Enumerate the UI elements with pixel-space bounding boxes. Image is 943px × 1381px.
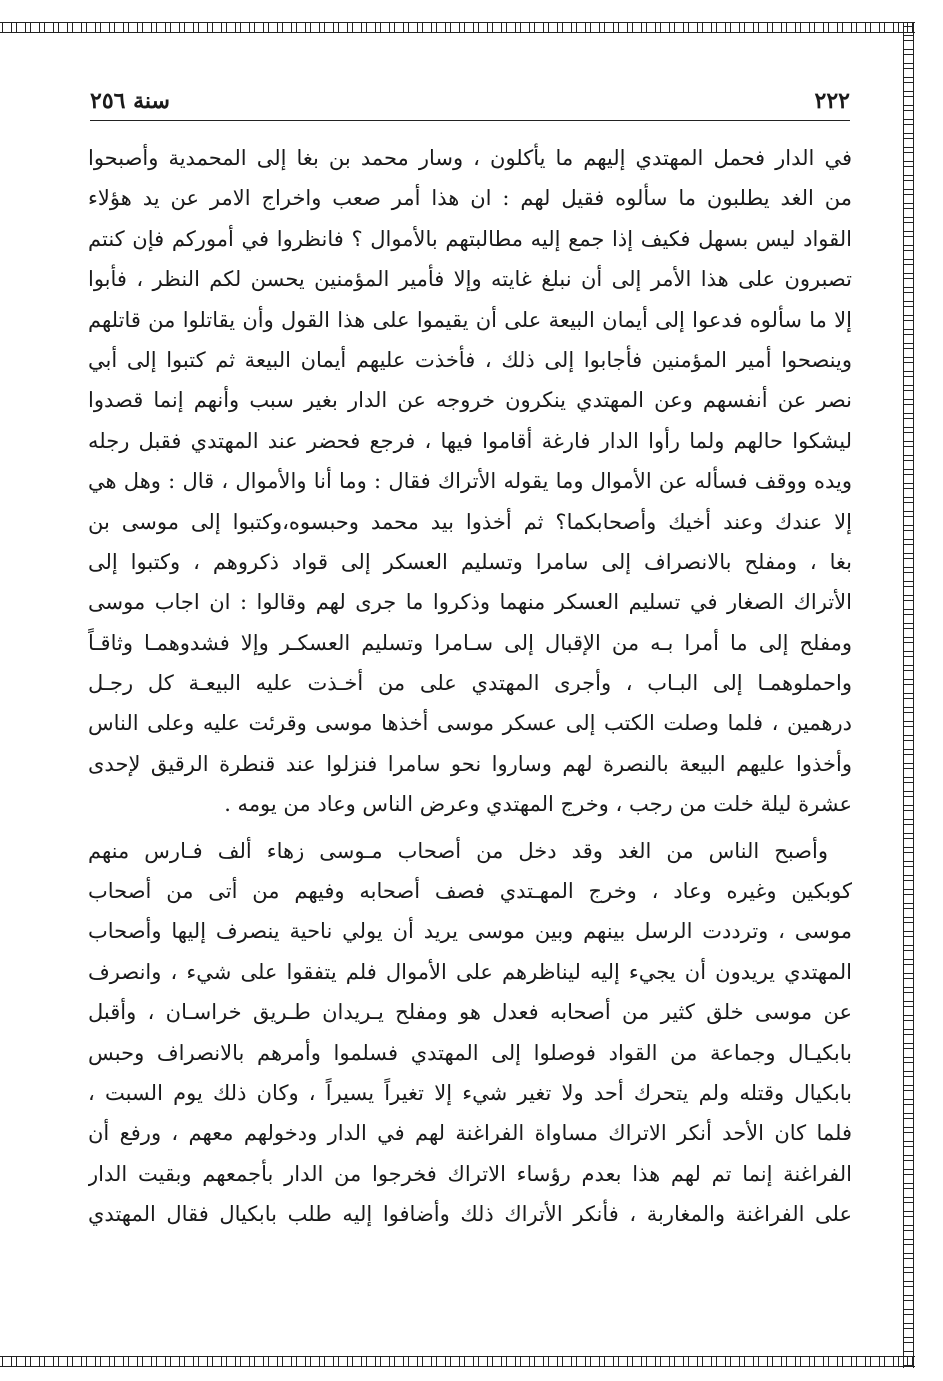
text-line: القواد ليس بسهل فكيف إذا جمع إليه مطالبتهم بالأموال ؟ فانظروا في أموركم فإن كنتم <box>88 226 852 251</box>
text-line: إلا ما سألوه فدعوا إلى أيمان البيعة على أن يقيموا على هذا القول وأن يقاتلوا من قاتلهم <box>88 307 852 332</box>
text-line: درهمين ، فلما وصلت الكتب إلى عسكر موسى أخذها موسى وقرئت عليه وعلى الناس <box>88 711 852 736</box>
text-line: كوبكين وغيره وعاد ، وخرج المهـتدي فصف أصحابه وفيهم من أتى من أصحاب <box>88 879 852 904</box>
running-head-year: سنة ٢٥٦ <box>90 88 170 114</box>
text-line: بابكيـال وجماعة من القواد فوصلوا إلى المهتدي فسلموا وأمرهم بالانصراف وحبس <box>88 1040 852 1065</box>
text-line: ويده ووقف فسأله عن الأموال وما يقوله الأتراك فقال : وما أنا والأموال ، قال : وهل هي <box>88 469 852 494</box>
decorative-border-top <box>0 22 915 33</box>
text-line: عشرة ليلة خلت من رجب ، وخرج المهتدي وعرض الناس وعاد من يومه . <box>224 792 852 817</box>
paragraph <box>88 138 852 825</box>
decorative-border-right <box>903 22 914 1368</box>
page-number: ٢٢٢ <box>814 88 850 114</box>
text-line: بغا ، ومفلح بالانصراف إلى سامرا وتسليم العسكر إلى قواد ذكروهم ، وكتبوا إلى <box>88 549 852 574</box>
text-line: في الدار فحمل المهتدي إليهم ما يأكلون ، وسار محمد بن بغا إلى المحمدية وأصبحوا <box>88 146 852 170</box>
main-text <box>88 138 852 1235</box>
text-line: بابكيال وقتله ولم يتحرك أحد ولا تغير شيء إلا تغيراً يسيراً ، وكان ذلك يوم السبت ، <box>88 1080 852 1105</box>
page-header <box>90 88 850 122</box>
text-line: المهتدي يريدون أن يجيء إليه ليناظرهم على الأموال فلم يتفقوا على شيء ، وانصرف <box>88 959 852 984</box>
text-line: وأخذوا عليهم البيعة بالنصرة لهم وساروا نحو سامرا فنزلوا عند قنطرة الرقيق لإحدى <box>88 751 852 776</box>
decorative-border-bottom <box>0 1356 915 1367</box>
text-line: ومفلح إلى ما أمرا بـه من الإقبال إلى سـامرا وتسليم العسكـر وإلا فشدوهمـا وثاقـاً <box>88 630 852 655</box>
text-line: ليشكوا حالهم ولما رأوا الدار فارغة أقاموا فيها ، فرجع فحضر عند المهتدي فقبل رجله <box>88 428 852 453</box>
text-line: نصر عن أنفسهم وعن المهتدي ينكرون خروجه عن الدار بغير سبب وأنهم إنما قصدوا <box>88 388 852 413</box>
text-line: إلا عندك وعند أخيك وأصحابكما؟ ثم أخذوا بيد محمد وحبسوه،وكتبوا إلى موسى بن <box>88 509 852 534</box>
text-line: على الفراغنة والمغاربة ، فأنكر الأتراك ذلك وأضافوا إليه طلب بابكيال فقال المهتدي <box>88 1202 852 1227</box>
text-line: الفراغنة إنما تم لهم هذا بعدم رؤساء الاتراك فخرجوا من الدار بأجمعهم وبقيت الدار <box>88 1161 852 1186</box>
text-line: وينصحوا أمير المؤمنين فأجابوا إلى ذلك ، فأخذت عليهم أيمان البيعة ثم كتبوا إلى أبي <box>88 347 852 372</box>
text-line: واحملوهمـا إلى البـاب ، وأجرى المهتدي على من أخـذت عليه البيعـة كل رجـل <box>88 671 852 696</box>
text-line: من الغد يطلبون ما سألوه فقيل لهم : ان هذا أمر صعب واخراج الامر عن يد هؤلاء <box>88 186 852 211</box>
text-line: تصبرون على هذا الأمر إلى أن نبلغ غايته وإلا فأمير المؤمنين يحسن لكم النظر ، فأبوا <box>88 267 852 292</box>
text-line: فلما كان الأحد أنكر الاتراك مساواة الفراغنة لهم في الدار ودخولهم معهم ، ورفع أن <box>88 1121 852 1146</box>
text-line: الأتراك الصغار في تسليم العسكر منهما وذكروا ما جرى لهم وقالوا : ان اجاب موسى <box>88 590 852 615</box>
text-line: وأصبح الناس من الغد وقد دخل من أصحاب مـوسى زهاء ألف فـارس منهم <box>88 838 828 863</box>
text-line: موسى ، وترددت الرسل بينهم وبين موسى يريد أن يولي ناحية ينصرف إليها وأصحاب <box>88 919 852 944</box>
text-line: عن موسى خلق كثير من أصحابه فعدل هو ومفلح يـريدان طـريق خراسـان ، وأقبل <box>88 1000 852 1025</box>
paragraph <box>88 831 852 1235</box>
header-rule <box>90 120 850 121</box>
